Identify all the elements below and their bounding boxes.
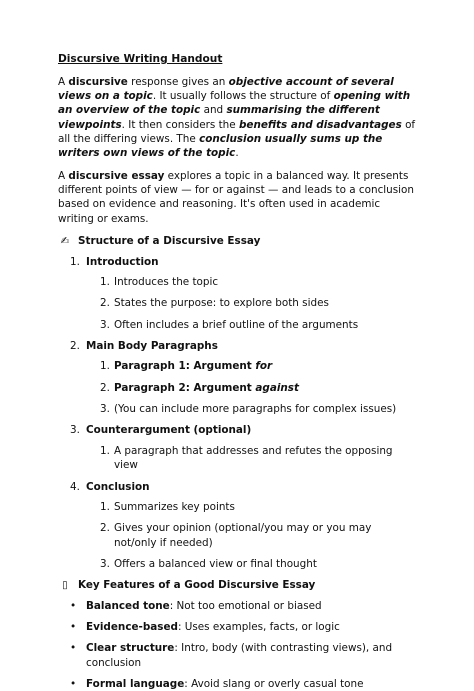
intro-paragraph (58, 75, 416, 161)
list-number: 1. (70, 255, 80, 268)
structure-item-introduction (58, 255, 416, 332)
feature-item (58, 641, 416, 670)
sub-item-text: Introduces the topic (114, 275, 219, 288)
intro-text: and (200, 104, 227, 117)
feature-item (58, 677, 416, 691)
sub-list (58, 275, 416, 332)
list-number: 1. (100, 275, 110, 288)
sub-item-text: Offers a balanced view or final thought (114, 557, 317, 570)
intro-emphasis: benefits and disadvantages (238, 118, 402, 131)
sub-list-item (58, 318, 416, 332)
intro-text: . It usually follows the structure of (152, 89, 334, 102)
essay-text: A (58, 169, 69, 182)
list-number: 3. (100, 403, 110, 416)
list-number: 4. (70, 480, 80, 493)
sub-list-item (58, 381, 416, 395)
sub-item-text: States the purpose: to explore both sides (114, 297, 329, 310)
intro-text: response gives an (127, 75, 229, 88)
structure-item-counterargument (58, 423, 416, 472)
features-heading-text: Key Features of a Good Discursive Essay (78, 579, 316, 592)
sub-list-item (58, 296, 416, 310)
bullet: • (70, 599, 77, 612)
sub-list (58, 444, 416, 473)
sub-item-text: A paragraph that addresses and refutes the opposing view (114, 444, 393, 472)
sub-item-text: Summarizes key points (114, 500, 235, 513)
feature-label: Evidence-based (86, 621, 178, 634)
structure-item-label: Main Body Paragraphs (86, 340, 218, 352)
sub-list-item (58, 402, 416, 416)
essay-text: explores a topic in a balanced way. It presents different points of view — for or against — and leads to a conclusion based on evidence and reasoning. It's often used in academic writing or exams. (58, 169, 414, 225)
feature-text: : Intro, body (with contrasting views), and conclusion (86, 642, 393, 669)
intro-emphasis: opening with an overview of the topic (58, 89, 411, 117)
list-number: 2. (100, 522, 110, 535)
feature-label: Clear structure (86, 642, 175, 655)
feature-text: : Uses examples, facts, or logic (177, 621, 340, 634)
structure-heading-text: Structure of a Discursive Essay (78, 235, 261, 248)
structure-heading (58, 234, 416, 248)
sub-list-item (58, 557, 416, 571)
list-number: 1. (100, 444, 110, 457)
sub-item-text: (You can include more paragraphs for complex issues) (114, 403, 397, 416)
intro-emphasis: conclusion usually sums up the writers own views of the topic (58, 133, 383, 160)
bullet: • (70, 678, 77, 691)
sub-list-item (58, 521, 416, 550)
essay-bold-term: discursive essay (68, 169, 165, 182)
sub-item-bold: Paragraph 1: Argument (114, 360, 256, 373)
structure-item-main-body (58, 339, 416, 416)
feature-text: : Avoid slang or overly casual tone (184, 678, 364, 691)
intro-text: of all the differing views. The (58, 118, 416, 146)
list-number: 2. (100, 297, 110, 310)
feature-text: : Not too emotional or biased (169, 599, 322, 612)
structure-list (58, 255, 416, 572)
intro-emphasis: summarising the different viewpoints (58, 104, 380, 131)
features-list (58, 599, 416, 691)
page-title: Discursive Writing Handout (58, 53, 223, 65)
sub-list-item (58, 275, 416, 289)
structure-item-label: Conclusion (86, 480, 150, 493)
list-number: 2. (70, 340, 80, 352)
sub-list-item (58, 444, 416, 473)
feature-label: Formal language (86, 678, 185, 691)
features-heading (58, 578, 416, 592)
list-number: 1. (100, 360, 110, 373)
intro-text: . (235, 147, 239, 160)
list-number: 3. (100, 318, 110, 331)
feature-label: Balanced tone (86, 599, 170, 612)
sub-item-bold: Paragraph 2: Argument (114, 381, 256, 394)
pencil-icon: ✍ (60, 235, 70, 248)
intro-bold-term: discursive (68, 75, 128, 88)
structure-item-label: Counterargument (optional) (86, 424, 252, 437)
list-number: 2. (100, 381, 110, 394)
structure-item-conclusion (58, 480, 416, 572)
list-number: 3. (100, 557, 110, 570)
bullet: • (70, 642, 77, 655)
sub-item-text: Gives your opinion (optional/you may or you may not/only if needed) (114, 522, 372, 549)
missing-glyph-icon: ▯ (62, 579, 68, 592)
sub-list-item (58, 500, 416, 514)
bullet: • (70, 621, 77, 634)
feature-item (58, 620, 416, 634)
list-number: 3. (70, 424, 80, 437)
essay-paragraph (58, 169, 416, 226)
sub-item-text: Often includes a brief outline of the arguments (114, 318, 359, 331)
intro-emphasis: objective account of several views on a topic (58, 75, 394, 102)
list-number: 1. (100, 500, 110, 513)
sub-list (58, 500, 416, 571)
sub-item-italic: for (255, 360, 273, 373)
intro-text: A (58, 75, 69, 88)
sub-list (58, 359, 416, 416)
structure-item-label: Introduction (86, 255, 159, 268)
feature-item (58, 599, 416, 613)
sub-item-italic: against (255, 381, 299, 394)
intro-text: . It then considers the (121, 118, 239, 131)
sub-list-item (58, 359, 416, 373)
